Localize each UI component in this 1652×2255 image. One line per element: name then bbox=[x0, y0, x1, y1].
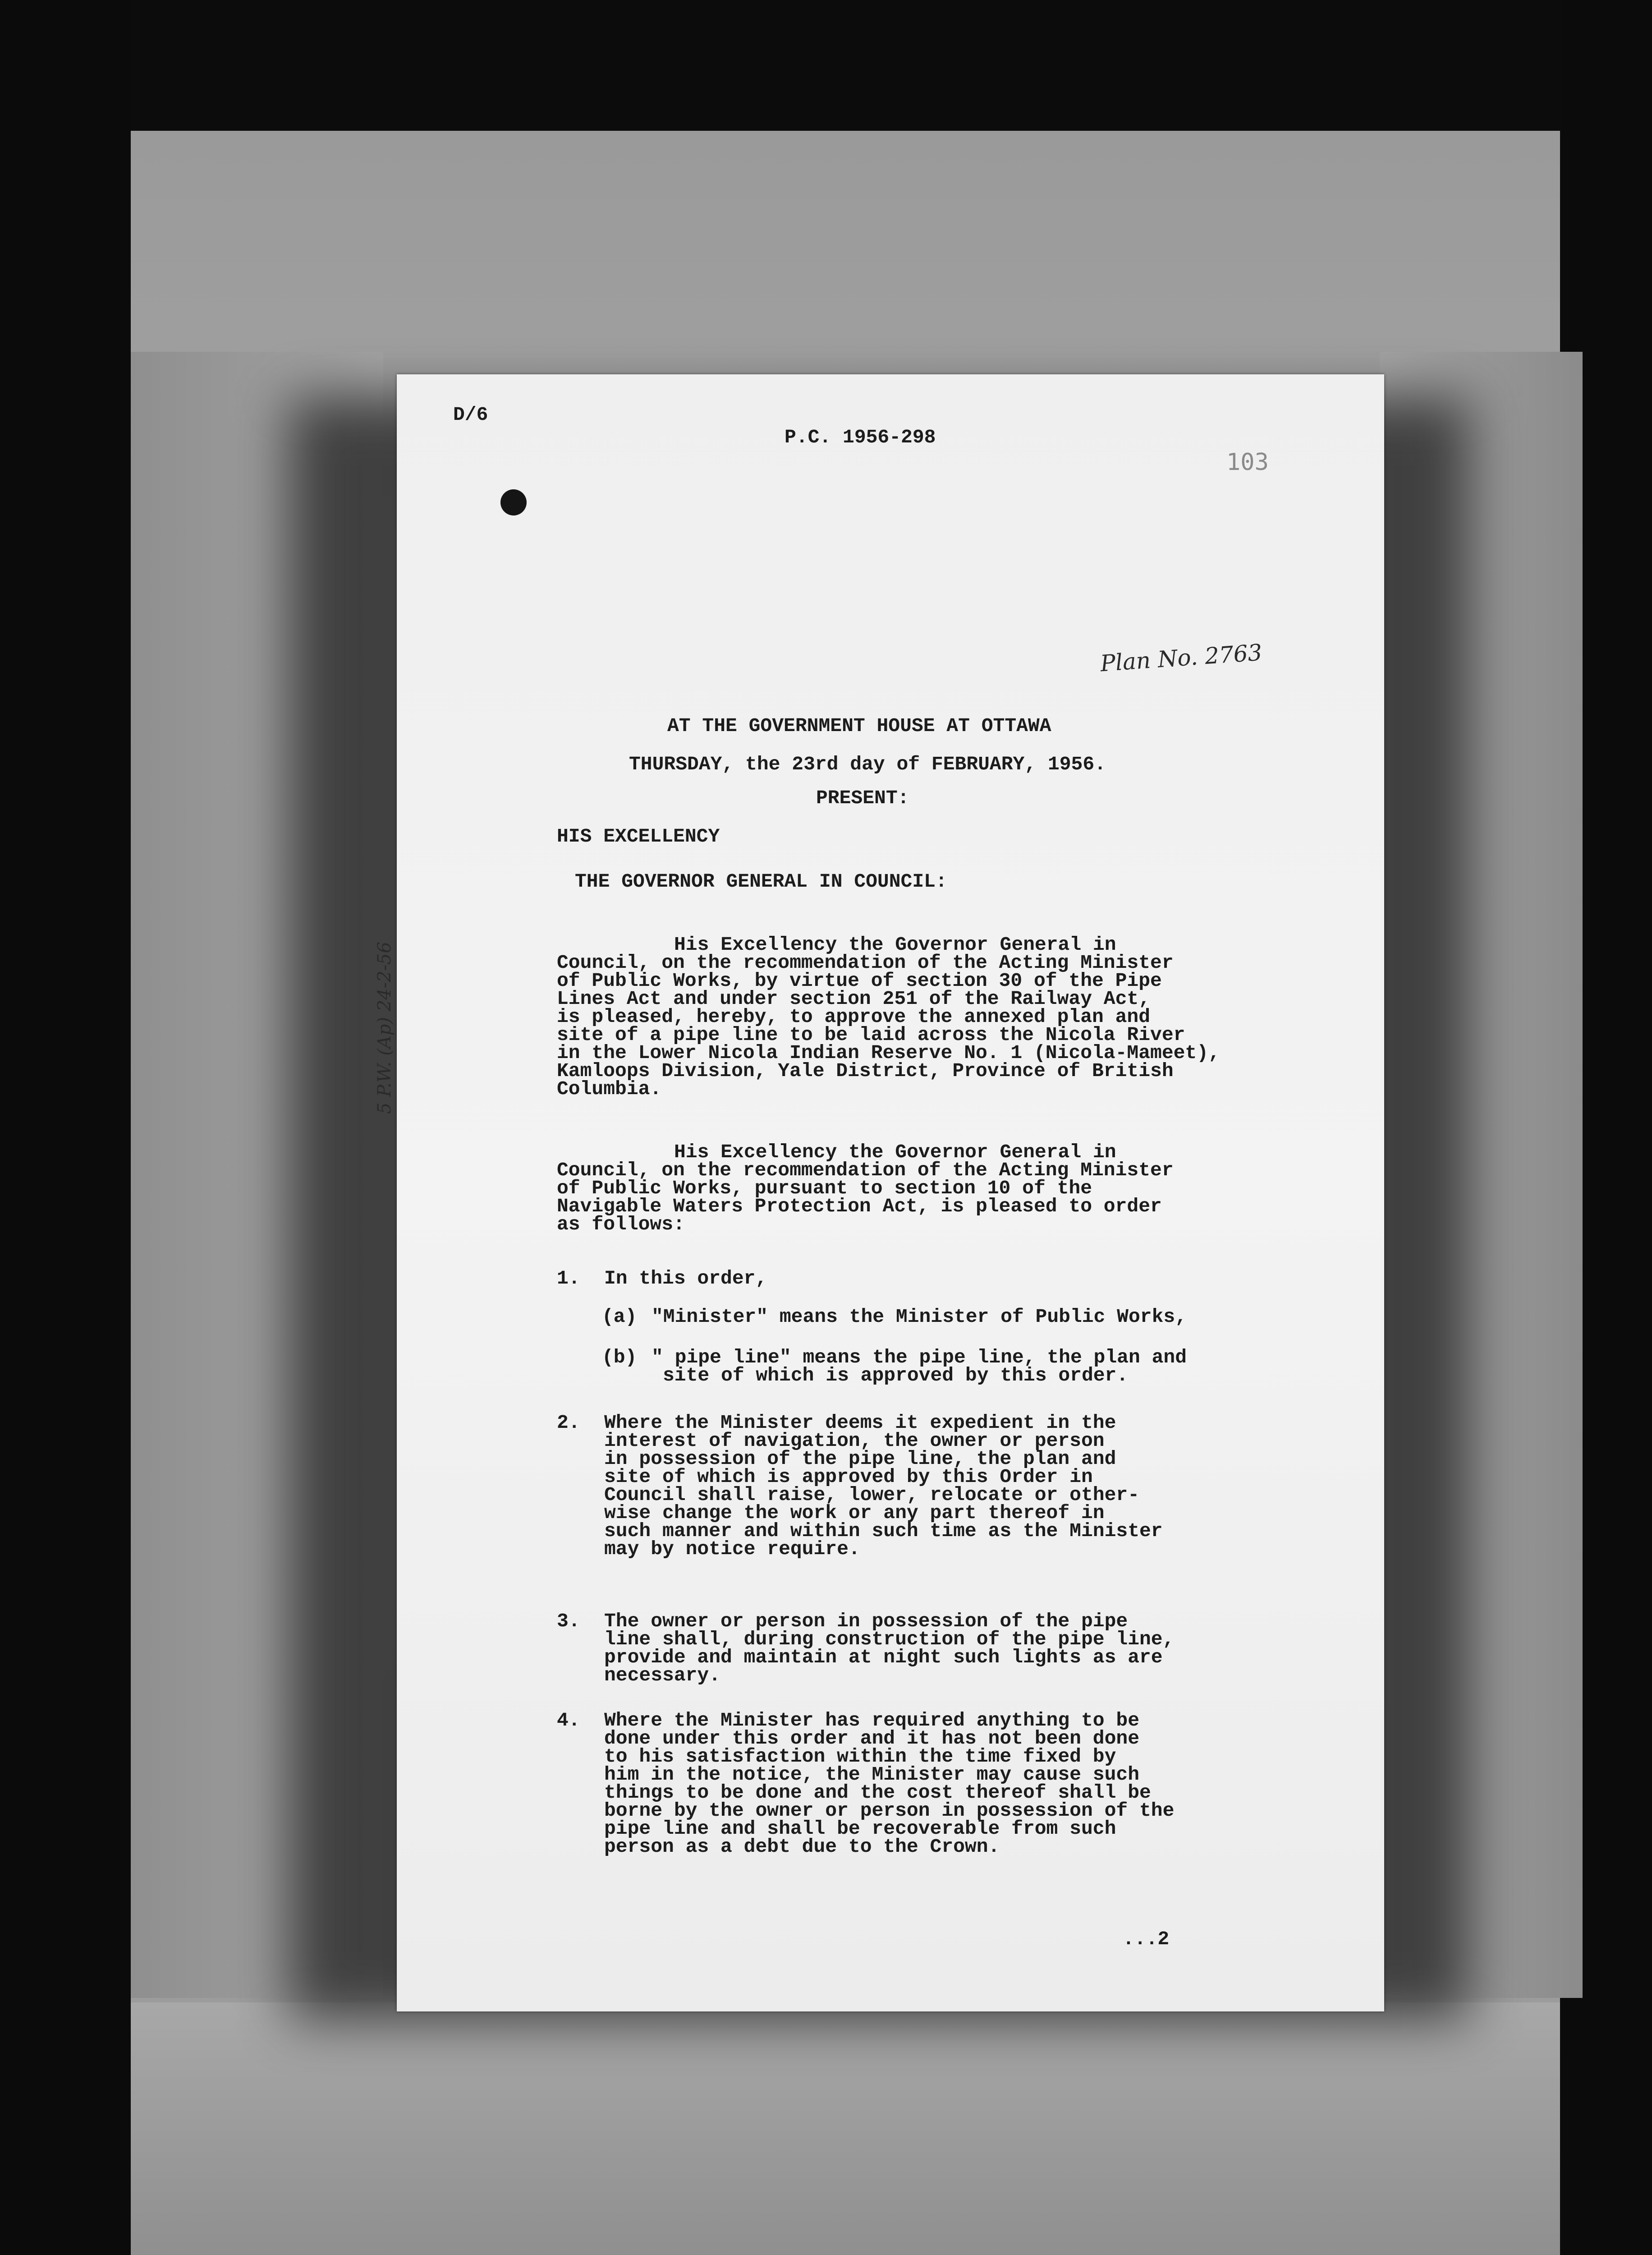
stamp-number: 103 bbox=[1226, 449, 1269, 476]
text-line: in the Lower Nicola Indian Reserve No. 1 (Nicola-Mameet), bbox=[557, 1042, 1220, 1064]
text-line: The owner or person in possession of the pipe bbox=[604, 1610, 1128, 1632]
text-line: wise change the work or any part thereof in bbox=[604, 1502, 1105, 1524]
text-line: site of which is approved by this Order in bbox=[604, 1466, 1093, 1488]
text-line: site of which is approved by this order. bbox=[663, 1364, 1129, 1386]
text-line: is pleased, hereby, to approve the annexed plan and bbox=[557, 1006, 1151, 1028]
backing-board-bottom bbox=[131, 2002, 1560, 2255]
text-line: His Excellency the Governor General in bbox=[674, 934, 1116, 956]
file-code: D/6 bbox=[453, 404, 488, 426]
place-heading: AT THE GOVERNMENT HOUSE AT OTTAWA bbox=[667, 715, 1051, 737]
punch-hole bbox=[500, 489, 527, 515]
paragraph-1 bbox=[557, 936, 1220, 1098]
text-line: Council shall raise, lower, relocate or other- bbox=[604, 1484, 1139, 1506]
council-heading: THE GOVERNOR GENERAL IN COUNCIL: bbox=[575, 870, 947, 893]
text-line: as follows: bbox=[557, 1213, 685, 1235]
text-line: Council, on the recommendation of the Acting Minister bbox=[557, 952, 1174, 974]
text-line: line shall, during construction of the pipe line, bbox=[604, 1628, 1175, 1650]
text-line: done under this order and it has not been done bbox=[604, 1727, 1139, 1749]
item-2-text bbox=[604, 1414, 1163, 1558]
text-line: Council, on the recommendation of the Acting Minister bbox=[557, 1159, 1174, 1181]
text-line: interest of navigation, the owner or person bbox=[604, 1430, 1105, 1452]
item-1-number: 1. bbox=[557, 1267, 580, 1289]
subitem-b-label: (b) bbox=[602, 1346, 637, 1368]
order-number: P.C. 1956-298 bbox=[785, 426, 936, 448]
item-2-number: 2. bbox=[557, 1412, 580, 1434]
text-line: to his satisfaction within the time fixed by bbox=[604, 1745, 1116, 1767]
text-line: Where the Minister has required anything to be bbox=[604, 1709, 1139, 1731]
text-line: " pipe line" means the pipe line, the plan and bbox=[652, 1346, 1187, 1368]
text-line: person as a debt due to the Crown. bbox=[604, 1836, 1000, 1858]
text-line: pipe line and shall be recoverable from such bbox=[604, 1818, 1116, 1840]
text-line: Columbia. bbox=[557, 1078, 662, 1100]
date-heading: THURSDAY, the 23rd day of FEBRUARY, 1956. bbox=[629, 753, 1106, 775]
item-1-text: In this order, bbox=[604, 1267, 767, 1289]
item-4-text bbox=[604, 1709, 1175, 1858]
document-sheet bbox=[397, 374, 1384, 2011]
paragraph-2 bbox=[557, 1143, 1174, 1233]
text-line: provide and maintain at night such lights as are bbox=[604, 1646, 1163, 1668]
margin-note: 5 P.W. (Ap) 24-2-56 bbox=[374, 942, 395, 1114]
item-3-number: 3. bbox=[557, 1610, 580, 1632]
text-line: borne by the owner or person in possession of the bbox=[604, 1799, 1175, 1822]
text-line: may by notice require. bbox=[604, 1538, 860, 1560]
subitem-a-label: (a) bbox=[602, 1306, 637, 1328]
item-4-number: 4. bbox=[557, 1709, 580, 1731]
text-line: things to be done and the cost thereof shall be bbox=[604, 1781, 1151, 1804]
text-line: in possession of the pipe line, the plan and bbox=[604, 1448, 1116, 1470]
excellency-heading: HIS EXCELLENCY bbox=[557, 825, 720, 847]
subitem-b-text bbox=[652, 1348, 1187, 1385]
continuation-marker: ...2 bbox=[1123, 1928, 1170, 1950]
text-line: him in the notice, the Minister may cause such bbox=[604, 1763, 1139, 1786]
text-line: necessary. bbox=[604, 1664, 721, 1686]
item-3-text bbox=[604, 1612, 1174, 1684]
text-line: Kamloops Division, Yale District, Province of British bbox=[557, 1060, 1174, 1082]
subitem-a-text: "Minister" means the Minister of Public Works, bbox=[652, 1306, 1187, 1328]
text-line: site of a pipe line to be laid across the Nicola River bbox=[557, 1024, 1185, 1046]
text-line: Lines Act and under section 251 of the Railway Act, bbox=[557, 988, 1151, 1010]
photo-border-left bbox=[0, 0, 131, 2255]
text-line: His Excellency the Governor General in bbox=[674, 1141, 1116, 1163]
text-line: Navigable Waters Protection Act, is pleased to order bbox=[557, 1195, 1162, 1217]
plan-number: Plan No. 2763 bbox=[1099, 639, 1263, 677]
text-line: such manner and within such time as the Minister bbox=[604, 1520, 1163, 1542]
text-line: of Public Works, by virtue of section 30 of the Pipe bbox=[557, 970, 1162, 992]
text-line: Where the Minister deems it expedient in the bbox=[604, 1412, 1116, 1434]
text-line: of Public Works, pursuant to section 10 of the bbox=[557, 1177, 1092, 1199]
present-heading: PRESENT: bbox=[816, 787, 909, 809]
